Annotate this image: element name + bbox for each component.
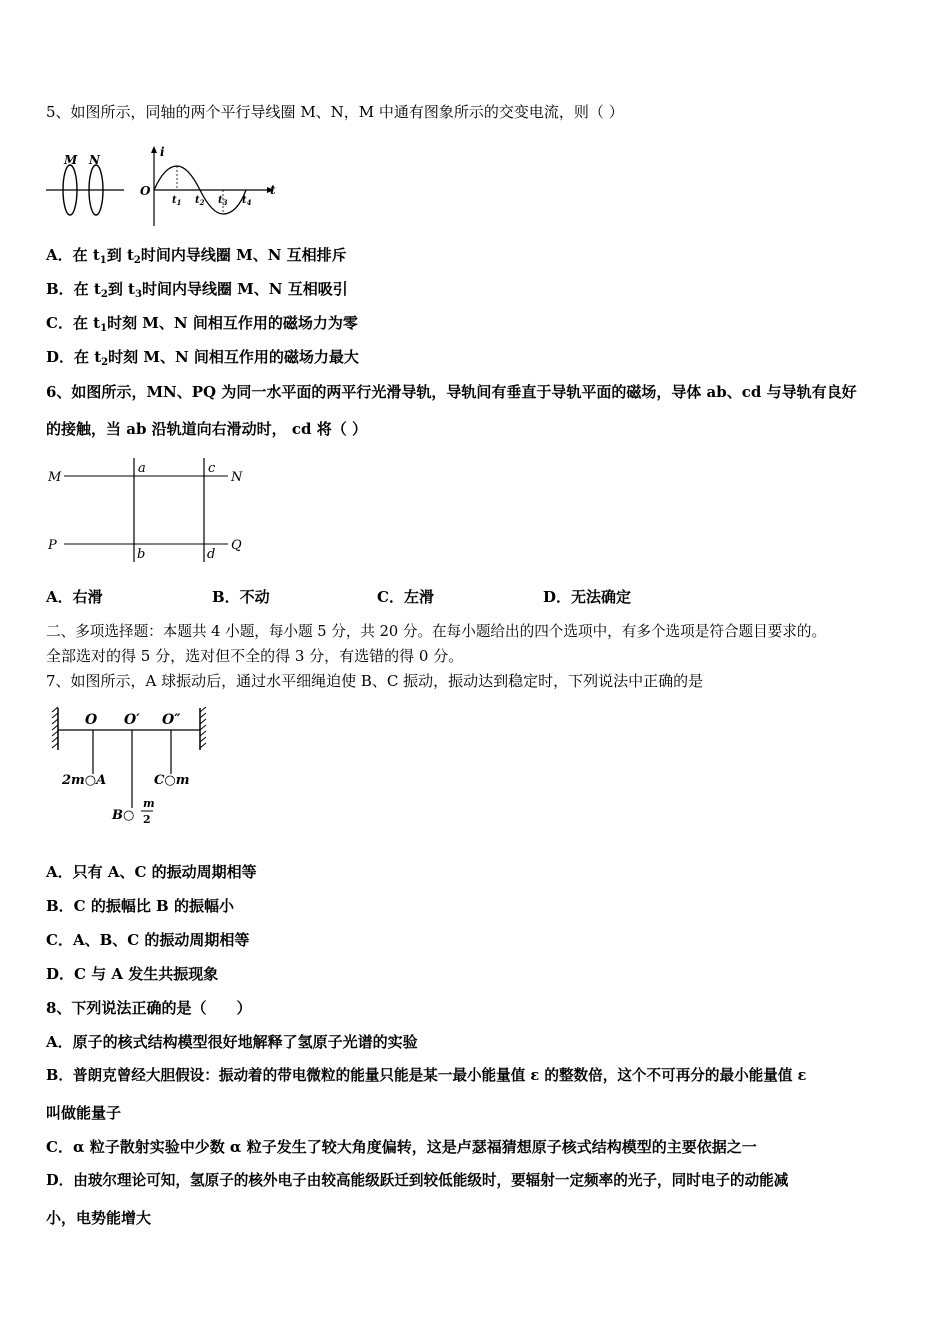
tick-t4: $t_4$ [242,195,252,207]
q5-stem: 5、如图所示，同轴的两个平行导线圈 M、N，M 中通有图象所示的交变电流，则（ ） [46,103,624,121]
section2-intro-line2: 全部选对的得 5 分，选对但不全的得 3 分，有选错的得 0 分。 [46,647,464,665]
label-i: i [160,145,165,159]
q5-option-a: A．在 $t_1$到 $t_2$时间内导线圈 M、N 互相排斥 [46,246,347,266]
fraction-numerator: m [143,797,155,810]
q5-option-c: C．在 $t_1$时刻 M、N 间相互作用的磁场力为零 [46,314,358,334]
q8-option-a: A．原子的核式结构模型很好地解释了氢原子光谱的实验 [46,1033,418,1051]
q5-option-b: B．在 $t_2$到 $t_3$时间内导线圈 M、N 互相吸引 [46,280,348,300]
q8-option-b-line1: B．普朗克曾经大胆假设：振动着的带电微粒的能量只能是某一最小能量值 ε 的整数倍，这个不可再分的最小能量值 ε [46,1067,807,1084]
q7-option-b: B．C 的振幅比 B 的振幅小 [46,897,234,915]
tick-t3: $t_3$ [218,195,228,207]
label-O-prime: O′ [124,712,140,728]
label-n: N [89,153,100,167]
label-Q: Q [231,538,242,553]
ball-c: C○m [154,773,190,788]
tick-t1: $t_1$ [172,195,182,207]
label-t: t [270,183,276,197]
label-d: d [207,547,216,562]
label-c: c [208,461,216,476]
label-a: a [138,461,146,476]
q8-stem: 8、下列说法正确的是（ ） [46,999,252,1017]
q6-option-c: C．左滑 [377,588,434,606]
q6-option-b: B．不动 [212,588,270,606]
label-m: M [64,153,78,167]
section2-intro-line1: 二、多项选择题：本题共 4 小题，每小题 5 分，共 20 分。在每小题给出的四个选项中，有多个选项是符合题目要求的。 [46,623,827,640]
q8-option-d-line2: 小，电势能增大 [46,1209,152,1227]
q6-option-d: D．无法确定 [543,588,632,606]
q7-stem: 7、如图所示，A 球振动后，通过水平细绳迫使 B、C 振动，振动达到稳定时，下列说法中正确的是 [46,672,704,690]
label-O-double-prime: O″ [162,712,181,728]
q7-figure [48,704,218,828]
q8-option-c: C．α 粒子散射实验中少数 α 粒子发生了较大角度偏转，这是卢瑟福猜想原子核式结构模型的主要依据之一 [46,1138,757,1156]
fraction-denominator: 2 [143,813,151,826]
q8-option-b-line2: 叫做能量子 [46,1104,122,1122]
q6-stem-line1: 6、如图所示，MN、PQ 为同一水平面的两平行光滑导轨，导轨间有垂直于导轨平面的磁场，导体 ab、cd 与导轨有良好 [46,383,857,401]
label-M: M [48,470,62,485]
ball-b: B○ [112,808,135,823]
q8-option-d-line1: D．由玻尔理论可知，氢原子的核外电子由较高能级跃迁到较低能级时，要辐射一定频率的光子，同时电子的动能减 [46,1172,789,1189]
q7-option-d: D．C 与 A 发生共振现象 [46,965,219,983]
q6-option-a: A．右滑 [46,588,103,606]
q5-figure [44,144,284,230]
q7-option-a: A．只有 A、C 的振动周期相等 [46,863,257,881]
label-N: N [231,470,243,485]
q5-option-d: D．在 $t_2$时刻 M、N 间相互作用的磁场力最大 [46,348,359,368]
label-o: O [140,184,151,198]
label-P: P [48,538,57,553]
q6-figure [44,454,254,566]
q6-stem-line2: 的接触，当 ab 沿轨道向右滑动时， cd 将（ ） [46,420,367,438]
label-O: O [85,712,98,728]
tick-t2: $t_2$ [195,195,205,207]
label-b: b [137,547,146,562]
q7-option-c: C．A、B、C 的振动周期相等 [46,931,250,949]
ball-a: 2m○A [62,773,107,788]
